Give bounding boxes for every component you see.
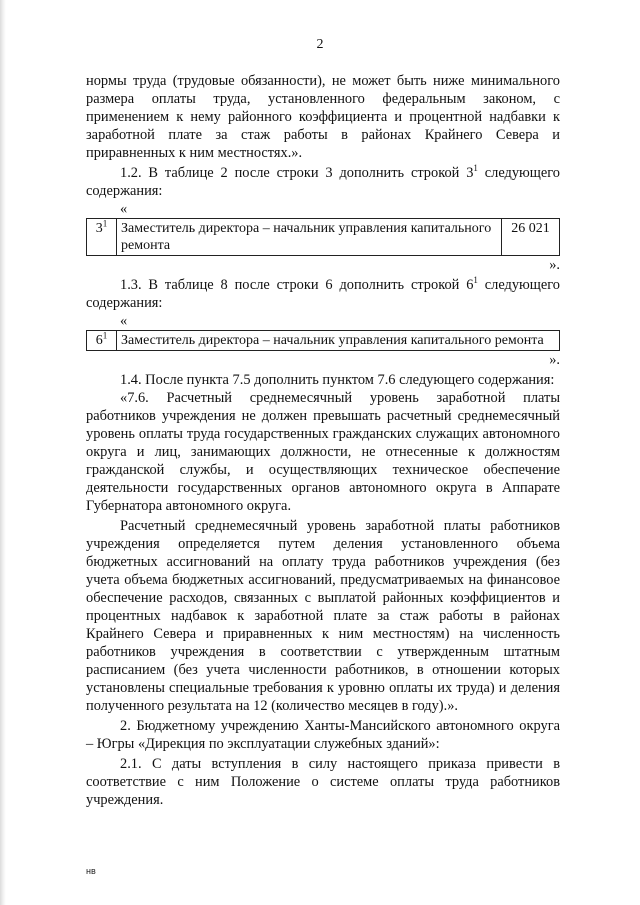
table-8-row (86, 330, 560, 351)
table-row (87, 219, 560, 256)
item-1-2-text-after: следующего содержания: (86, 165, 560, 199)
item-1-3-sup: 1 (473, 275, 478, 286)
item-1-2-sup: 1 (473, 163, 478, 174)
close-quote-1: ». (549, 257, 560, 273)
salary-cell: 26 021 (502, 219, 560, 256)
page-number: 2 (316, 37, 324, 52)
open-quote-1: « (120, 201, 128, 217)
item-1-3-text: 1.3. В таблице 8 после строки 6 дополнить строкой 6 (120, 277, 474, 293)
open-quote-2: « (120, 313, 128, 329)
footer-initials: нв (86, 866, 96, 876)
item-1-2 (86, 164, 560, 200)
item-2: 2. Бюджетному учреждению Ханты-Мансийского автономного округа – Югры «Дирекция по эксплуатации служебных зданий»: (86, 718, 560, 752)
paragraph-7-6: «7.6. Расчетный среднемесячный уровень заработной платы работников учреждения не должен превышать расчетный среднемесячный уровень оплаты труда государственных гражданских служащих автономного округа и лиц, занимающих должности, не отнесенные к должностям гражданской службы, и осуществляющих техническое обеспечение деятельности государственных органов автономного округа в Аппарате Губернатора автономного округа. (86, 390, 560, 514)
position-cell: Заместитель директора – начальник управления капитального ремонта (117, 219, 502, 256)
item-1-3-text-after: следующего содержания: (86, 277, 560, 311)
paragraph-calculation: Расчетный среднемесячный уровень заработной платы работников учреждения определяется путем деления установленного объема бюджетных ассигнований на оплату труда работников учреждения (без учета объема бюджетных ассигнований, предусматриваемых на финансовое обеспечение расходов, связанных с выплатой районных коэффициентов и процентных надбавок к заработной плате за стаж работы в районах Крайнего Севера и приравненных к ним местностям) на численность работников учреждения в соответствии с утвержденным штатным расписанием (без учета численности работников, в отношении которых установлены специальные требования к уровню оплаты их труда) и деления полученного результата на 12 (количество месяцев в году).». (86, 518, 560, 714)
item-1-2-text: 1.2. В таблице 2 после строки 3 дополнить строкой 3 (120, 165, 474, 181)
item-1-4: 1.4. После пункта 7.5 дополнить пунктом 7.6 следующего содержания: (120, 372, 555, 388)
intro-paragraph: нормы труда (трудовые обязанности), не может быть ниже минимального размера оплаты труда, установленного федеральным законом, с применением к нему районного коэффициента и процентной надбавки к заработной плате за стаж работы в районах Крайнего Севера и приравненных к ним местностях.». (86, 73, 560, 161)
table-row (87, 331, 560, 351)
document-body (86, 72, 560, 809)
position-cell: Заместитель директора – начальник управления капитального ремонта (117, 331, 560, 351)
close-quote-2: ». (549, 352, 560, 368)
table-2-row (86, 218, 560, 256)
row-number-cell: $6^1$ (87, 331, 117, 351)
item-1-3 (86, 276, 560, 312)
scan-edge (0, 0, 6, 905)
item-2-1: 2.1. С даты вступления в силу настоящего приказа привести в соответствие с ним Положение о системе оплаты труда работников учреждения. (86, 756, 560, 808)
row-number-cell: $3^1$ (87, 219, 117, 256)
